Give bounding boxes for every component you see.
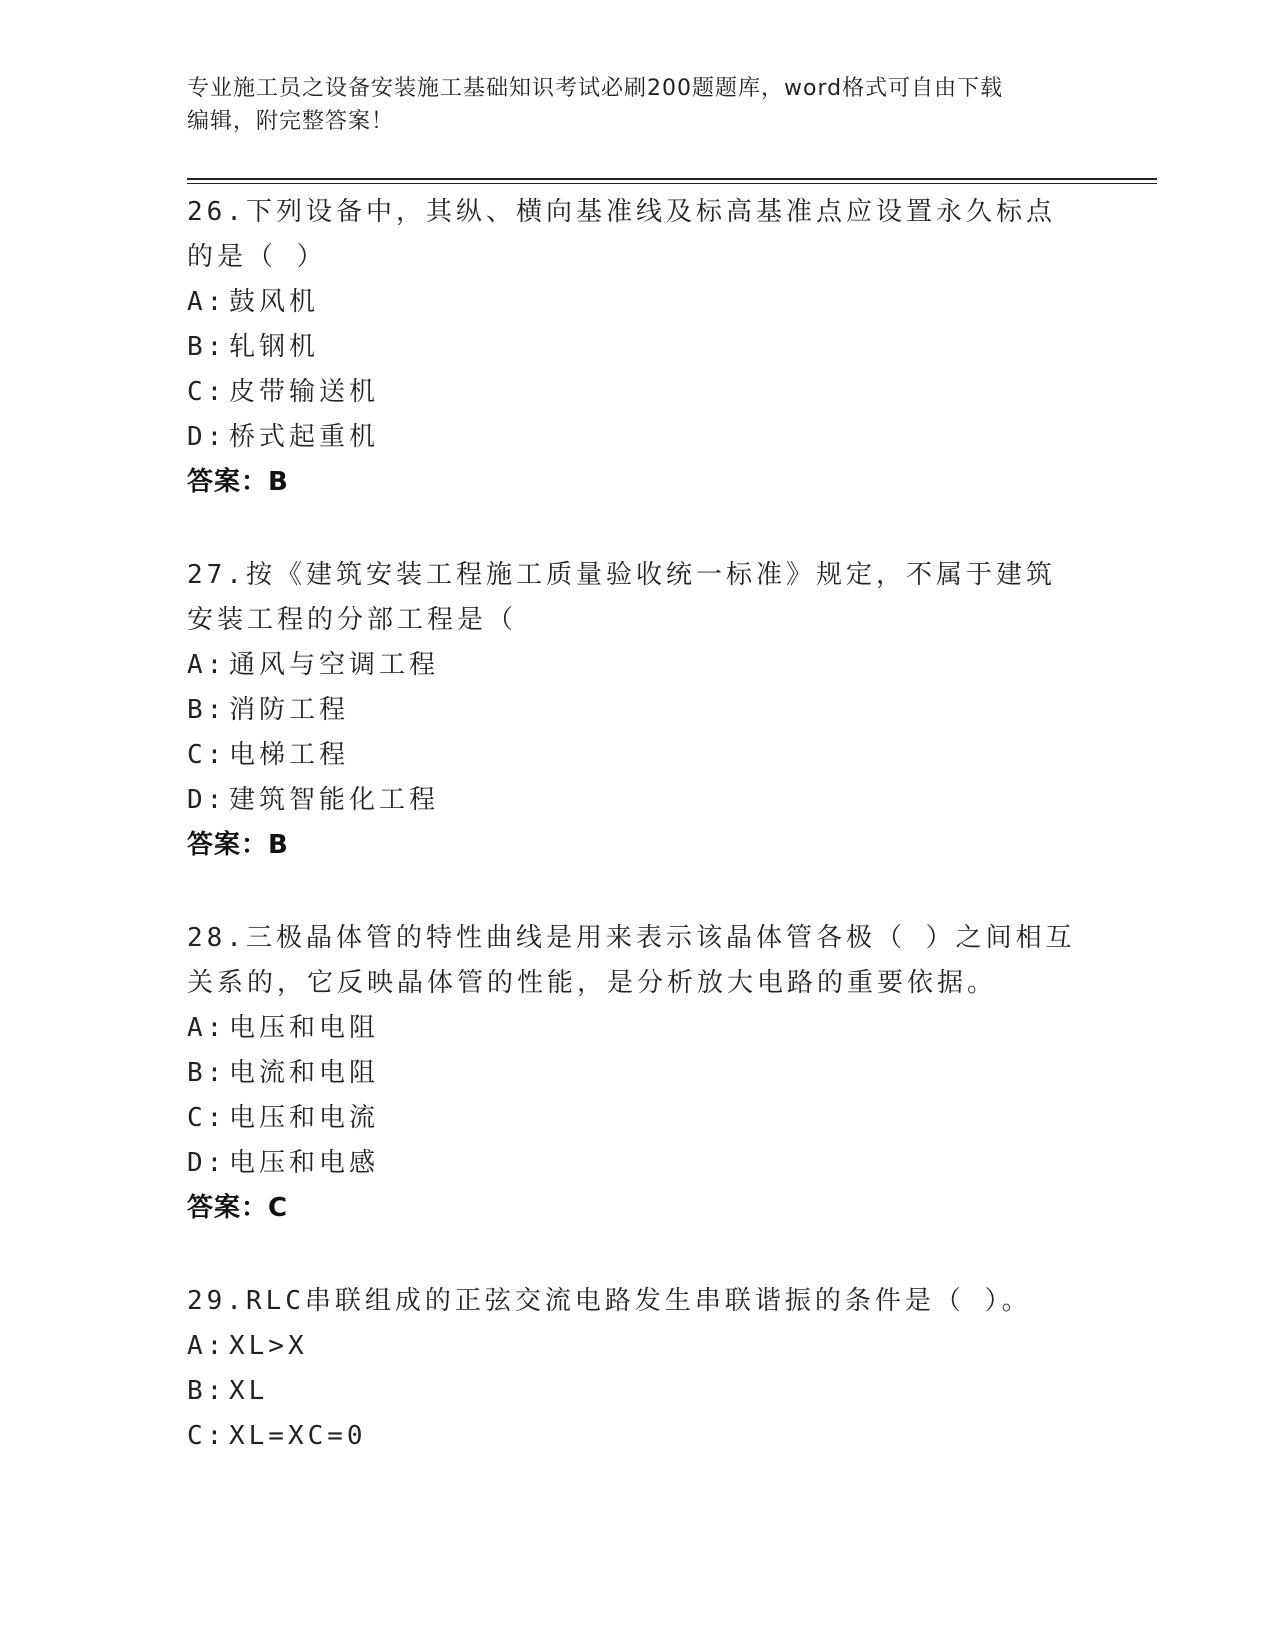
question-28	[187, 916, 1087, 1231]
option-text: 电压和电流	[229, 1103, 380, 1133]
option-key: C:	[187, 740, 227, 770]
option-text: 电梯工程	[229, 740, 350, 770]
option-b	[187, 688, 1087, 733]
question-29	[187, 1279, 1087, 1459]
option-text: 建筑智能化工程	[229, 785, 440, 815]
option-key: B:	[187, 332, 227, 362]
question-list	[187, 190, 1087, 1507]
header-line-1: 专业施工员之设备安装施工基础知识考试必刷200题题库，word格式可自由下载	[187, 76, 1004, 101]
option-a	[187, 643, 1087, 688]
option-key: A:	[187, 287, 227, 317]
option-text: 轧钢机	[229, 332, 320, 362]
option-text: 电压和电感	[229, 1148, 380, 1178]
option-key: B:	[187, 1376, 227, 1406]
option-key: A:	[187, 1331, 227, 1361]
option-b	[187, 325, 1087, 370]
option-text: 皮带输送机	[229, 377, 380, 407]
answer: 答案：B	[187, 830, 289, 860]
option-key: C:	[187, 1103, 227, 1133]
header-line-2: 编辑，附完整答案！	[187, 109, 395, 134]
question-text: 28.三极晶体管的特性曲线是用来表示该晶体管各极（ ）之间相互关系的，它反映晶体管的性能，是分析放大电路的重要依据。	[187, 923, 1076, 998]
option-key: A:	[187, 1013, 227, 1043]
option-d	[187, 415, 1087, 460]
option-text: XL>X	[229, 1331, 308, 1361]
option-key: D:	[187, 1148, 227, 1178]
option-text: 消防工程	[229, 695, 350, 725]
option-key: C:	[187, 1421, 227, 1451]
option-c	[187, 1414, 1087, 1459]
option-text: 鼓风机	[229, 287, 320, 317]
option-a	[187, 280, 1087, 325]
question-text: 26.下列设备中，其纵、横向基准线及标高基准点应设置永久标点的是（ ）	[187, 197, 1056, 272]
option-text: 桥式起重机	[229, 422, 380, 452]
option-c	[187, 1096, 1087, 1141]
option-text: 电压和电阻	[229, 1013, 380, 1043]
option-key: D:	[187, 422, 227, 452]
answer: 答案：C	[187, 1193, 289, 1223]
header-rule-thick	[187, 178, 1157, 180]
option-key: C:	[187, 377, 227, 407]
option-d	[187, 778, 1087, 823]
option-a	[187, 1324, 1087, 1369]
header-rule-thin	[187, 183, 1157, 184]
option-text: 通风与空调工程	[229, 650, 440, 680]
option-key: B:	[187, 1058, 227, 1088]
option-key: A:	[187, 650, 227, 680]
option-d	[187, 1141, 1087, 1186]
question-text: 29.RLC串联组成的正弦交流电路发生串联谐振的条件是（ ）。	[187, 1286, 1032, 1316]
question-26	[187, 190, 1087, 505]
option-a	[187, 1006, 1087, 1051]
answer: 答案：B	[187, 467, 289, 497]
option-c	[187, 733, 1087, 778]
option-text: XL=XC=0	[229, 1421, 367, 1451]
option-text: XL	[229, 1376, 269, 1406]
option-b	[187, 1369, 1087, 1414]
option-c	[187, 370, 1087, 415]
question-27	[187, 553, 1087, 868]
question-text: 27.按《建筑安装工程施工质量验收统一标准》规定，不属于建筑安装工程的分部工程是（	[187, 560, 1056, 635]
option-b	[187, 1051, 1087, 1096]
option-key: B:	[187, 695, 227, 725]
option-text: 电流和电阻	[229, 1058, 380, 1088]
document-header	[187, 72, 1067, 138]
option-key: D:	[187, 785, 227, 815]
